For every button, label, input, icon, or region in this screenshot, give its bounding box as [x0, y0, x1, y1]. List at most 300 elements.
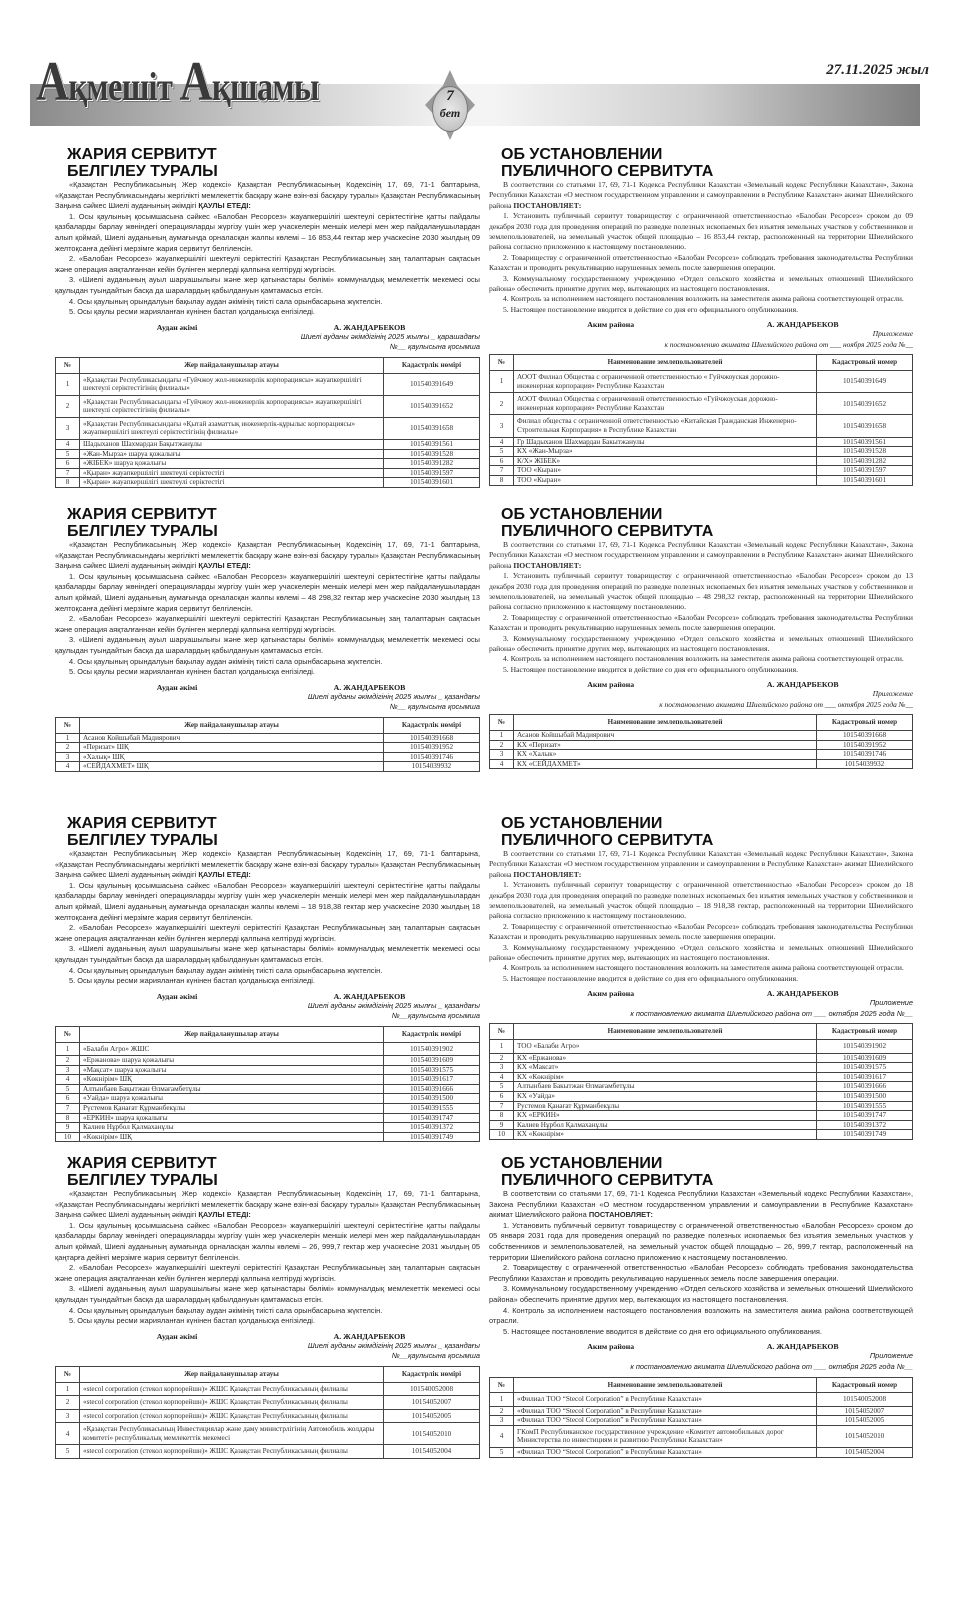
- title-line: ОБ УСТАНОВЛЕНИИ: [501, 146, 663, 163]
- clause-4: 4. Осы қаулының орындалуын бақылау аудан әкімінің тиісті сала орынбасарына жүктелсін.: [69, 965, 383, 975]
- cadastral-number: 101540391666: [817, 1082, 913, 1092]
- col-cadastral-header: Кадастровый номер: [817, 1024, 913, 1040]
- clause-1: 1. Установить публичный сервитут товариществу с ограниченной ответственностью «Балобан Ресорсез» сроком до 05 января 2031 года для проведения операций по разведке полезных ископаемых без изъятия земельных участков у собственников и землепользователей, на земельный участок общей площадью – 26, 999,7 гектар, расположенный на территории Шиелийского района согласно приложению к настоящему постановлению.: [489, 1220, 913, 1262]
- annex-line: Шиелі ауданы әкімдігінің 2025 жылғы _ қазандағы: [307, 1340, 480, 1350]
- row-number: 8: [56, 1113, 80, 1123]
- land-users-table: [489, 714, 913, 769]
- table-row: [490, 740, 913, 750]
- cadastral-number: 101540391952: [817, 740, 913, 750]
- row-number: 2: [56, 395, 80, 417]
- title-line: ЖАРИЯ СЕРВИТУТ: [67, 506, 217, 523]
- table-row: [490, 1092, 913, 1102]
- col-name-header: Наименование землепользователей: [514, 1024, 817, 1040]
- table-row: [56, 440, 480, 450]
- row-number: 2: [56, 1056, 80, 1066]
- col-name-header: Жер пайдаланушылар атауы: [80, 717, 384, 733]
- article-body: [55, 540, 480, 678]
- decree-keyword: ҚАУЛЫ ЕТЕДІ:: [198, 201, 251, 211]
- col-number-header: №: [56, 357, 80, 373]
- clause-1: 1. Установить публичный сервитут товариществу с ограниченной ответственностью «Балобан Ресорсез» сроком до 09 декабря 2030 года для проведения операций по разведке полезных ископаемых без изъятия земельных участков у собственников и землепользователей, на земельный участок общей площадью – 16 853,44 гектар, расположенный на территории Шиелийского района согласно приложению к настоящему постановлению.: [489, 211, 913, 252]
- clause-3: 3. «Шиелі ауданының ауыл шаруашылығы және жер қатынастары бөлімі» коммуналдық мемлекеттік мекемесі осы қаулыдан туындайтын басқа да шаралардың қабылдануын қамтамасыз етсін.: [55, 635, 480, 655]
- table-row: [490, 1130, 913, 1140]
- land-user-name: Шадыханов Шахмардан Бақытжанұлы: [80, 440, 384, 450]
- land-user-name: «Мақсат» шаруа қожалығы: [80, 1065, 384, 1075]
- land-user-name: «Қазақстан Республикасының Инвестициялар және даму министрлігінің Автомобиль жолдары комитеті» республикалық мемлекеттік мекемесі: [80, 1423, 384, 1445]
- cadastral-number: 101540391500: [817, 1092, 913, 1102]
- preamble-text: «Қазақстан Республикасының Жер кодексі» Қазақстан Республикасының Кодексінің 17, 69, 71-1 баптарына, «Қазақстан Республикасындағы жергілікті мемлекеттік басқару және өзін-өзі басқару туралы» Қазақстан Республикасының Заңына сәйкес Шиелі ауданының әкімдігі: [55, 849, 480, 880]
- land-user-name: ТОО «Кыран»: [514, 466, 817, 476]
- row-number: 2: [490, 740, 514, 750]
- table-row: [56, 752, 480, 762]
- decree-keyword: ПОСТАНОВЛЯЕТ:: [513, 560, 582, 570]
- cadastral-number: 10154052010: [817, 1425, 913, 1447]
- land-user-name: «Қазақстан Республикасындағы «Қытай азаматтық инженерлік-құрылыс корпорациясы» жауапкершілігі шектеулі серіктестігінің филиалы»: [80, 417, 384, 439]
- cadastral-number: 101540391561: [817, 437, 913, 447]
- table-row: [56, 1423, 480, 1445]
- table-header-row: [56, 1026, 480, 1042]
- row-number: 3: [56, 1409, 80, 1423]
- col-number-header: №: [490, 355, 514, 371]
- land-users-table: [55, 357, 480, 488]
- land-user-name: «Қазақстан Республикасындағы «Гуйчжоу жол-инженерлік корпорациясы» жауапкершілігі шектеулі серіктестігінің филиалы»: [80, 395, 384, 417]
- table-header-row: [490, 1024, 913, 1040]
- cadastral-number: 10154052004: [817, 1448, 913, 1458]
- cadastral-number: 101540391617: [817, 1072, 913, 1082]
- signer-role: Аудан әкімі: [156, 682, 198, 692]
- decree-keyword: ҚАУЛЫ ЕТЕДІ:: [198, 1210, 251, 1220]
- cadastral-number: 101540052008: [817, 1393, 913, 1407]
- table-row: [56, 1382, 480, 1396]
- clause-2: 2. «Балобан Ресорсез» жауапкершілігі шектеулі серіктестігі Қазақстан Республикасының заң талаптарын сақтасын және операция аяқталғаннан кейін бүлінген жерлерді қалпына келтіруді жүргізсін.: [55, 923, 480, 943]
- article-body: [489, 540, 913, 675]
- annex-line: Приложение: [869, 1351, 913, 1361]
- cadastral-number: 101540391561: [384, 440, 480, 450]
- row-number: 8: [490, 1111, 514, 1121]
- page-label: бет: [439, 106, 461, 120]
- logo-cap: А: [179, 51, 212, 113]
- table-row: [490, 1406, 913, 1416]
- preamble-text: «Қазақстан Республикасының Жер кодексі» Қазақстан Республикасының Кодексінің 17, 69, 71-1 баптарына, «Қазақстан Республикасындағы жергілікті мемлекеттік басқару және өзін-өзі басқару туралы» Қазақстан Республикасының Заңына сәйкес Шиелі ауданының әкімдігі: [55, 180, 480, 211]
- land-users-table: [489, 354, 913, 485]
- land-users-table: [489, 1023, 913, 1140]
- land-user-name: «Қыран» жауапкершілігі шектеулі серіктестігі: [80, 468, 384, 478]
- annex-caption: [489, 998, 913, 1019]
- ru-article-2: [489, 506, 913, 769]
- table-row: [56, 733, 480, 743]
- annex-line: №__қаулысына қосымша: [391, 1351, 480, 1361]
- cadastral-number: 101540391609: [817, 1053, 913, 1063]
- row-number: 4: [56, 1075, 80, 1085]
- annex-line: Приложение: [872, 689, 913, 699]
- col-number-header: №: [490, 715, 514, 731]
- land-user-name: «Жан-Мырза» шаруа қожалығы: [80, 449, 384, 459]
- row-number: 9: [490, 1120, 514, 1130]
- clause-1: 1. Осы қаулының қосымшасына сәйкес «Балобан Ресорсез» жауапкершілігі шектеулі серіктестігіне қатты пайдалы қазбаларды барлау жөніндегі операцияларды жүргізу үшін жер учаскелерін меншік иелері мен жер пайдаланушылардан алып қоймай, Шиелі ауданының аумағында орналасқан жалпы көлемі – 48 298,32 гектар жер учаскесіне 2030 жылдың 13 желтоқсанға дейінгі мерзімге жария сервитут белгіленсін.: [55, 571, 480, 613]
- cadastral-number: 101540052008: [384, 1382, 480, 1396]
- annex-line: к постановлению акимата Шиелийского района от ___ ноября 2025 года №__: [664, 339, 913, 349]
- signer-role: Аким района: [587, 680, 635, 690]
- preamble-text: В соответствии со статьями 17, 69, 71-1 Кодекса Республики Казахстан «Земельный кодекс Республики Казахстан», Закона Республики Казахстан «О местном государственном управлении и самоуправлении в Республике Казахстан» акимат Шиелийского района: [489, 180, 913, 210]
- table-row: [490, 1053, 913, 1063]
- land-user-name: «Филиал ТОО “Stecol Corporation” в Республике Казахстан»: [514, 1416, 817, 1426]
- row-number: 10: [490, 1130, 514, 1140]
- title-line: ПУБЛИЧНОГО СЕРВИТУТА: [501, 832, 714, 849]
- logo-cap: А: [36, 51, 69, 113]
- row-number: 2: [56, 743, 80, 753]
- row-number: 7: [56, 468, 80, 478]
- cadastral-number: 101540391749: [817, 1130, 913, 1140]
- cadastral-number: 10154052007: [384, 1396, 480, 1410]
- annex-caption: [55, 332, 480, 353]
- table-row: [56, 1075, 480, 1085]
- row-number: 1: [56, 1382, 80, 1396]
- clause-5: 5. Настоящее постановление вводится в действие со дня его официального опубликования.: [503, 664, 798, 674]
- cadastral-number: 101540391668: [384, 733, 480, 743]
- article-body: [489, 849, 913, 984]
- preamble: [55, 540, 480, 572]
- col-name-header: Жер пайдаланушылар атауы: [80, 357, 384, 373]
- land-user-name: Алтынбаев Бақытжан Өлмағамбетұлы: [80, 1084, 384, 1094]
- land-user-name: АООТ Филиал Общества с ограниченной ответственностью «Гуйчжоуская дорожно-инженерная корпорация» Республике Казахстан: [514, 393, 817, 415]
- clause-4: 4. Осы қаулының орындалуын бақылау аудан әкімінің тиісті сала орынбасарына жүктелсін.: [69, 656, 383, 666]
- cadastral-number: 101540391555: [817, 1101, 913, 1111]
- col-cadastral-header: Кадастрлік нөмірі: [384, 1026, 480, 1042]
- annex-caption: [489, 1351, 913, 1372]
- row-number: 9: [56, 1123, 80, 1133]
- signer-name: А. ЖАНДАРБЕКОВ: [766, 320, 839, 330]
- row-number: 1: [56, 373, 80, 395]
- annex-line: №__ қаулысына қосымша: [389, 702, 480, 712]
- row-number: 5: [56, 1084, 80, 1094]
- row-number: 3: [490, 1416, 514, 1426]
- table-row: [56, 1094, 480, 1104]
- table-header-row: [490, 1377, 913, 1393]
- cadastral-number: 10154052007: [817, 1406, 913, 1416]
- row-number: 7: [56, 1104, 80, 1114]
- cadastral-number: 101540391601: [384, 478, 480, 488]
- col-cadastral-header: Кадастрлік нөмірі: [384, 1366, 480, 1382]
- row-number: 1: [56, 733, 80, 743]
- land-user-name: АООТ Филиал Общества с ограниченной ответственностью « Гуйчжоуская дорожно-инженерная корпорация» Республике Казахстан: [514, 371, 817, 393]
- title-line: БЕЛГІЛЕУ ТУРАЛЫ: [67, 163, 218, 180]
- col-cadastral-header: Кадастровый номер: [817, 1377, 913, 1393]
- title-line: ЖАРИЯ СЕРВИТУТ: [67, 146, 217, 163]
- row-number: 2: [490, 393, 514, 415]
- signer-name: А. ЖАНДАРБЕКОВ: [766, 1342, 839, 1352]
- annex-line: №__ қаулысына қосымша: [389, 342, 480, 352]
- article-body: [55, 1189, 480, 1327]
- land-user-name: «Қыран» жауапкершілігі шектеулі серіктестігі: [80, 478, 384, 488]
- land-user-name: «Уайда» шаруа қожалығы: [80, 1094, 384, 1104]
- row-number: 1: [490, 1393, 514, 1407]
- row-number: 4: [490, 759, 514, 769]
- annex-line: Шиелі ауданы әкімдігінің 2025 жылғы _ қазандағы: [307, 1000, 480, 1010]
- table-row: [490, 1063, 913, 1073]
- col-name-header: Наименование землепользователей: [514, 1377, 817, 1393]
- col-number-header: №: [56, 717, 80, 733]
- land-user-name: Алтынбаев Бакытжан Өлмағамбетұлы: [514, 1082, 817, 1092]
- table-row: [56, 1104, 480, 1114]
- newspaper-logo: [36, 50, 319, 114]
- clause-1: 1. Установить публичный сервитут товариществу с ограниченной ответственностью «Балобан Ресорсез» сроком до 18 декабря 2030 года для проведения операций по разведке полезных ископаемых без изъятия земельных участков у собственников и землепользователей, на земельный участок общей площадью – 18 918,38 гектар, расположенный на территории Шиелийского района согласно приложению к настоящему постановлению.: [489, 880, 913, 921]
- clause-1: 1. Осы қаулының қосымшасына сәйкес «Балобан Ресорсез» жауапкершілігі шектеулі серіктестігіне қатты пайдалы қазбаларды барлау жөніндегі операцияларды жүргізу үшін жер учаскелерін меншік иелері мен жер пайдаланушылардан алып қоймай, Шиелі ауданының аумағында орналасқан жалпы көлемі – 18 918,38 гектар жер учаскесіне 2030 жылдың 18 желтоқсанға дейінгі мерзімге жария сервитут белгіленсін.: [55, 880, 480, 922]
- land-user-name: «stecol corporation (стекол корпорейшн)» ЖШС Қазақстан Республикасының филиалы: [80, 1445, 384, 1459]
- cadastral-number: 101540391609: [384, 1056, 480, 1066]
- title-line: БЕЛГІЛЕУ ТУРАЛЫ: [67, 523, 218, 540]
- annex-line: к постановлению акимата Шиелийского района от ___ октября 2025 года №__: [630, 1008, 913, 1018]
- row-number: 6: [56, 1094, 80, 1104]
- row-number: 5: [56, 449, 80, 459]
- annex-line: Шиелі ауданы әкімдігінің 2025 жылғы _ қарашадағы: [300, 331, 480, 341]
- annex-line: Приложение: [872, 329, 913, 339]
- land-user-name: «Көкнірім» ШҚ: [80, 1132, 384, 1142]
- row-number: 6: [490, 456, 514, 466]
- land-user-name: Филиал общества с ограниченной ответственностью «Китайская Гражданская Инженерно-Строительная Корпорация» в Республике Казахстан: [514, 415, 817, 437]
- table-row: [56, 1445, 480, 1459]
- table-row: [490, 759, 913, 769]
- title-line: ПУБЛИЧНОГО СЕРВИТУТА: [501, 1172, 714, 1189]
- land-user-name: КХ «Уайда»: [514, 1092, 817, 1102]
- annex-caption: [55, 1001, 480, 1022]
- land-users-table: [55, 1366, 480, 1459]
- clause-5: 5. Настоящее постановление вводится в действие со дня его официального опубликования.: [503, 1326, 822, 1336]
- col-name-header: Жер пайдаланушылар атауы: [80, 1366, 384, 1382]
- cadastral-number: 10154052010: [384, 1423, 480, 1445]
- preamble-text: «Қазақстан Республикасының Жер кодексі» Қазақстан Республикасының Кодексінің 17, 69, 71-1 баптарына, «Қазақстан Республикасындағы жергілікті мемлекеттік басқару және өзін-өзі басқару туралы» Қазақстан Республикасының Заңына сәйкес Шиелі ауданының әкімдігі: [55, 540, 480, 571]
- cadastral-number: 101540391555: [384, 1104, 480, 1114]
- land-user-name: «stecol corporation (стекол корпорейшн)» ЖШС Қазақстан Республикасының филиалы: [80, 1409, 384, 1423]
- table-header-row: [490, 355, 913, 371]
- row-number: 6: [490, 1092, 514, 1102]
- cadastral-number: 10154039932: [384, 762, 480, 772]
- col-name-header: Наименование землепользователей: [514, 715, 817, 731]
- preamble: [55, 849, 480, 881]
- clause-3: 3. «Шиелі ауданының ауыл шаруашылығы және жер қатынастары бөлімі» коммуналдық мемлекеттік мекемесі осы қаулыдан туындайтын басқа да шаралардың қабылдануын қамтамасыз етсін.: [55, 944, 480, 964]
- signature-block: [55, 992, 480, 1001]
- signer-name: А. ЖАНДАРБЕКОВ: [333, 991, 406, 1001]
- land-user-name: КХ «Ержанова»: [514, 1053, 817, 1063]
- signer-name: А. ЖАНДАРБЕКОВ: [333, 322, 406, 332]
- clause-3: 3. Коммунальному государственному учреждению «Отдел сельского хозяйства и земельных отношений Шиелийского района» обеспечить принятие других мер, вытекающих из настоящего постановления.: [489, 942, 913, 963]
- preamble-text: В соответствии со статьями 17, 69, 71-1 Кодекса Республики Казахстан «Земельный кодекс Республики Казахстан», Закона Республики Казахстан «О местном государственном управлении и самоуправлении в Республике Казахстан» акимат Шиелийского района: [489, 1189, 913, 1220]
- signature-block: [55, 1332, 480, 1341]
- cadastral-number: 101540391652: [817, 393, 913, 415]
- cadastral-number: 101540391601: [817, 476, 913, 486]
- clause-1: 1. Осы қаулының қосымшасына сәйкес «Балобан Ресорсез» жауапкершілігі шектеулі серіктестігіне қатты пайдалы қазбаларды барлау жөніндегі операцияларды жүргізу үшін жер учаскелерін меншік иелері мен жер пайдаланушылардан алып қоймай, Шиелі ауданының аумағында орналасқан жалпы көлемі – 16 853,44 гектар жер учаскесіне 2030 жылдың 09 желтоқсанға дейінгі мерзімге жария сервитут белгіленсін.: [55, 211, 480, 253]
- cadastral-number: 101540391749: [384, 1132, 480, 1142]
- table-row: [56, 743, 480, 753]
- annex-caption: [55, 1341, 480, 1362]
- clause-3: 3. Коммунальному государственному учреждению «Отдел сельского хозяйства и земельных отношений Шиелийского района» обеспечить принятие других мер, вытекающих из настоящего постановления.: [489, 1284, 913, 1304]
- article-title: [55, 1155, 480, 1189]
- decree-keyword: ПОСТАНОВЛЯЕТ:: [513, 869, 582, 879]
- cadastral-number: 101540391528: [384, 449, 480, 459]
- preamble-text: В соответствии со статьями 17, 69, 71-1 Кодекса Республики Казахстан «Земельный кодекс Республики Казахстан», Закона Республики Казахстан «О местном государственном управлении и самоуправлении в Республике Казахстан» акимат Шиелийского района: [489, 849, 913, 879]
- table-row: [56, 1084, 480, 1094]
- table-row: [56, 395, 480, 417]
- col-number-header: №: [490, 1377, 514, 1393]
- table-row: [56, 373, 480, 395]
- preamble: [489, 1189, 913, 1221]
- signer-role: Аудан әкімі: [156, 1331, 198, 1341]
- row-number: 4: [490, 1072, 514, 1082]
- title-line: БЕЛГІЛЕУ ТУРАЛЫ: [67, 1172, 218, 1189]
- signer-role: Аким района: [587, 320, 635, 330]
- clause-3: 3. Коммунальному государственному учреждению «Отдел сельского хозяйства и земельных отношений Шиелийского района» обеспечить принятие других мер, вытекающих из настоящего постановления.: [489, 273, 913, 294]
- row-number: 8: [490, 476, 514, 486]
- annex-line: Шиелі ауданы әкімдігінің 2025 жылғы _ қазандағы: [307, 691, 480, 701]
- land-user-name: «Филиал ТОО “Stecol Corporation” в Республике Казахстан»: [514, 1448, 817, 1458]
- preamble: [55, 180, 480, 212]
- table-row: [490, 447, 913, 457]
- land-user-name: КХ «Жан-Мырза»: [514, 447, 817, 457]
- row-number: 1: [490, 731, 514, 741]
- signer-role: Аудан әкімі: [156, 991, 198, 1001]
- row-number: 5: [490, 447, 514, 457]
- signer-name: А. ЖАНДАРБЕКОВ: [333, 682, 406, 692]
- annex-line: №__қаулысына қосымша: [391, 1011, 480, 1021]
- row-number: 3: [490, 1063, 514, 1073]
- table-row: [490, 1120, 913, 1130]
- clause-4: 4. Контроль за исполнением настоящего постановления возложить на заместителя акима района соответствующей отрасли.: [489, 1305, 913, 1326]
- table-row: [490, 1101, 913, 1111]
- col-number-header: №: [56, 1026, 80, 1042]
- row-number: 2: [490, 1406, 514, 1416]
- cadastral-number: 101540391658: [817, 415, 913, 437]
- masthead: [0, 0, 965, 140]
- clause-2: 2. «Балобан Ресорсез» жауапкершілігі шектеулі серіктестігі Қазақстан Республикасының заң талаптарын сақтасын және операция аяқталғаннан кейін бүлінген жерлерді қалпына келтіруді жүргізсін.: [55, 254, 480, 274]
- clause-2: 2. Товариществу с ограниченной ответственностью «Балобан Ресорсез» соблюдать требования законодательства Республики Казахстан и проводить рекультивацию нарушенных земель после завершения операции.: [489, 1263, 913, 1283]
- title-line: ПУБЛИЧНОГО СЕРВИТУТА: [501, 523, 714, 540]
- cadastral-number: 101540391597: [384, 468, 480, 478]
- table-row: [56, 417, 480, 439]
- col-cadastral-header: Кадастровый номер: [817, 355, 913, 371]
- ru-article-4: [489, 1155, 913, 1458]
- row-number: 7: [490, 1101, 514, 1111]
- article-title: [55, 146, 480, 180]
- preamble: [489, 180, 913, 211]
- row-number: 3: [56, 752, 80, 762]
- row-number: 5: [490, 1082, 514, 1092]
- table-row: [56, 459, 480, 469]
- land-users-table: [55, 717, 480, 772]
- row-number: 4: [490, 1425, 514, 1447]
- table-row: [56, 1132, 480, 1142]
- table-row: [490, 371, 913, 393]
- cadastral-number: 10154052005: [384, 1409, 480, 1423]
- clause-2: 2. Товариществу с ограниченной ответственностью «Балобан Ресорсез» соблюдать требования законодательства Республики Казахстан и проводить рекультивацию нарушенных земель после завершения операции.: [489, 252, 913, 273]
- table-header-row: [56, 1366, 480, 1382]
- col-number-header: №: [490, 1024, 514, 1040]
- kz-article-1: [55, 146, 480, 488]
- table-row: [490, 1425, 913, 1447]
- cadastral-number: 101540391746: [384, 752, 480, 762]
- land-user-name: «Халық» ШҚ: [80, 752, 384, 762]
- table-row: [56, 1123, 480, 1133]
- logo-text: қшамы: [211, 64, 319, 109]
- table-row: [56, 1396, 480, 1410]
- table-row: [56, 1113, 480, 1123]
- table-row: [490, 437, 913, 447]
- table-row: [56, 449, 480, 459]
- land-user-name: КХ «Перизат»: [514, 740, 817, 750]
- land-user-name: «Перизат» ШҚ: [80, 743, 384, 753]
- table-row: [490, 393, 913, 415]
- kz-article-2: [55, 506, 480, 772]
- article-title: [55, 815, 480, 849]
- row-number: 5: [490, 1448, 514, 1458]
- land-user-name: «СЕЙДАХМЕТ» ШҚ: [80, 762, 384, 772]
- cadastral-number: 101540391597: [817, 466, 913, 476]
- land-user-name: ГКомП Республиканское государственное учреждение «Комитет автомобильных дорог Министерства по инвестициям и развитию Республики Казахстан»: [514, 1425, 817, 1447]
- signer-role: Аким района: [587, 989, 635, 999]
- title-line: БЕЛГІЛЕУ ТУРАЛЫ: [67, 832, 218, 849]
- land-user-name: «Филиал ТОО “Stecol Corporation” в Республике Казахстан»: [514, 1393, 817, 1407]
- land-user-name: «Балаби Агро» ЖШС: [80, 1042, 384, 1056]
- issue-date: 27.11.2025 жыл: [826, 62, 929, 78]
- row-number: 7: [490, 466, 514, 476]
- clause-4: 4. Контроль за исполнением настоящего постановления возложить на заместителя акима района соответствующей отрасли.: [503, 963, 904, 973]
- col-cadastral-header: Кадастрлік нөмірі: [384, 717, 480, 733]
- annex-caption: [489, 689, 913, 710]
- land-user-name: «stecol corporation (стекол корпорейшн)» ЖШС Қазақстан Республикасының филиалы: [80, 1382, 384, 1396]
- clause-3: 3. «Шиелі ауданының ауыл шаруашылығы және жер қатынастары бөлімі» коммуналдық мемлекеттік мекемесі осы қаулыдан туындайтын басқа да шаралардың қабылдануын қамтамасыз етсін.: [55, 1284, 480, 1304]
- clause-2: 2. «Балобан Ресорсез» жауапкершілігі шектеулі серіктестігі Қазақстан Республикасының заң талаптарын сақтасын және операция аяқталғаннан кейін бүлінген жерлерді қалпына келтіруді жүргізсін.: [55, 614, 480, 634]
- signature-block: [55, 323, 480, 332]
- table-row: [490, 1393, 913, 1407]
- cadastral-number: 101540391500: [384, 1094, 480, 1104]
- title-line: ЖАРИЯ СЕРВИТУТ: [67, 815, 217, 832]
- table-row: [490, 456, 913, 466]
- col-name-header: Жер пайдаланушылар атауы: [80, 1026, 384, 1042]
- land-user-name: К/Х» ЖІБЕК»: [514, 456, 817, 466]
- preamble: [489, 849, 913, 880]
- cadastral-number: 101540391282: [817, 456, 913, 466]
- row-number: 1: [56, 1042, 80, 1056]
- col-number-header: №: [56, 1366, 80, 1382]
- land-user-name: «Қазақстан Республикасындағы «Гуйчжоу жол-инженерлік корпорациясы» жауапкершілігі шектеулі серіктестігінің филиалы»: [80, 373, 384, 395]
- clause-4: 4. Контроль за исполнением настоящего постановления возложить на заместителя акима района соответствующей отрасли.: [503, 294, 904, 304]
- clause-5: 5. Осы қаулы ресми жарияланған күнінен бастап қолданысқа енгізіледі.: [69, 667, 315, 677]
- table-row: [490, 1072, 913, 1082]
- land-user-name: КХ «Халык»: [514, 750, 817, 760]
- row-number: 2: [56, 1396, 80, 1410]
- signature-block: [55, 683, 480, 692]
- annex-caption: [489, 329, 913, 350]
- clause-2: 2. Товариществу с ограниченной ответственностью «Балобан Ресорсез» соблюдать требования законодательства Республики Казахстан и проводить рекультивацию нарушенных земель после завершения операции.: [489, 612, 913, 633]
- clause-4: 4. Осы қаулының орындалуын бақылау аудан әкімінің тиісті сала орынбасарына жүктелсін.: [69, 1305, 383, 1315]
- table-row: [490, 476, 913, 486]
- article-title: [489, 1155, 913, 1189]
- cadastral-number: 101540391617: [384, 1075, 480, 1085]
- land-user-name: КХ «ЕРКИН»: [514, 1111, 817, 1121]
- kz-article-3: [55, 815, 480, 1142]
- table-row: [490, 1040, 913, 1054]
- land-user-name: КХ «СЕЙДАХМЕТ»: [514, 759, 817, 769]
- land-user-name: ТОО «Балаби Агро»: [514, 1040, 817, 1054]
- land-user-name: ТОО «Кыран»: [514, 476, 817, 486]
- clause-1: 1. Установить публичный сервитут товариществу с ограниченной ответственностью «Балобан Ресорсез» сроком до 13 декабря 2030 года для проведения операций по разведке полезных ископаемых без изъятия земельных участков у собственников и землепользователей, на земельный участок общей площадью – 48 298,32 гектар, расположенный на территории Шиелийского района согласно приложению к настоящему постановлению.: [489, 571, 913, 612]
- clause-5: 5. Осы қаулы ресми жарияланған күнінен бастап қолданысқа енгізіледі.: [69, 1316, 315, 1326]
- article-title: [55, 506, 480, 540]
- land-user-name: Рустемов Қанағат Құрманбекұлы: [514, 1101, 817, 1111]
- cadastral-number: 101540391658: [384, 417, 480, 439]
- table-row: [490, 1416, 913, 1426]
- kz-article-4: [55, 1155, 480, 1459]
- cadastral-number: 101540391747: [384, 1113, 480, 1123]
- row-number: 5: [56, 1445, 80, 1459]
- land-user-name: Гр Шадыханов Шахмардан Бакытжанулы: [514, 437, 817, 447]
